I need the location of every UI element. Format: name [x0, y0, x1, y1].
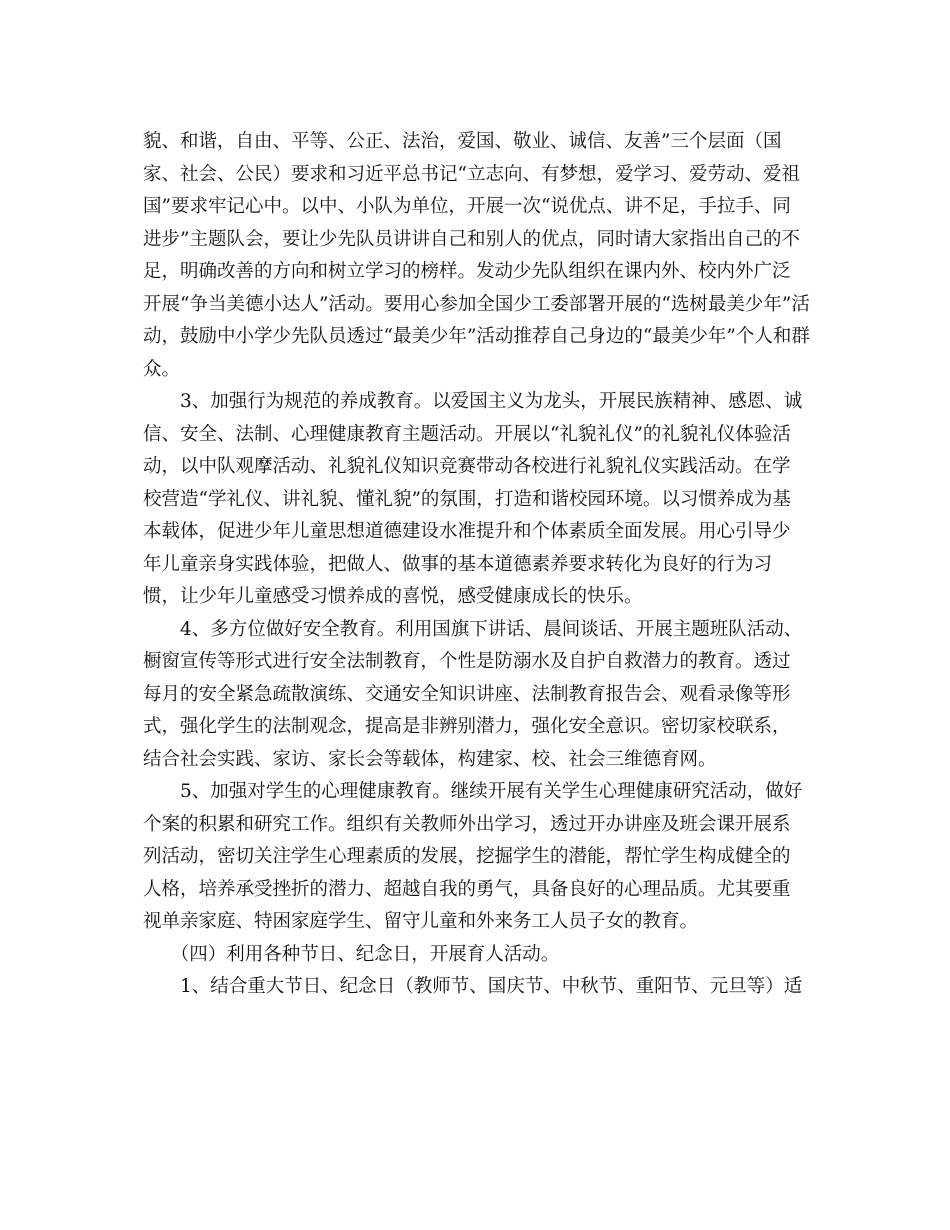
- text-line: 视单亲家庭、特困家庭学生、留守儿童和外来务工人员子女的教育。: [143, 911, 699, 932]
- text-line: 1、结合重大节日、纪念日（教师节、国庆节、中秋节、重阳节、元旦等）适: [143, 976, 803, 997]
- text-line: 每月的安全紧急疏散演练、交通安全知识讲座、法制教育报告会、观看录像等形: [143, 683, 791, 705]
- text-line: 国”要求牢记心中。以中、小队为单位，开展一次“说优点、讲不足，手拉手、同: [143, 196, 791, 217]
- text-line: 式，强化学生的法制观念，提高是非辨别潜力，强化安全意识。密切家校联系，: [143, 716, 791, 737]
- text-line: 列活动，密切关注学生心理素质的发展，挖掘学生的潜能，帮忙学生构成健全的: [143, 846, 791, 867]
- text-line: 5、加强对学生的心理健康教育。继续开展有关学生心理健康研究活动，做好: [143, 781, 803, 802]
- text-line: 人格，培养承受挫折的潜力、超越自我的勇气，具备良好的心理品质。尤其要重: [143, 878, 791, 900]
- text-line: 足，明确改善的方向和树立学习的榜样。发动少先队组织在课内外、校内外广泛: [143, 261, 791, 282]
- text-line: 动，以中队观摩活动、礼貌礼仪知识竞赛带动各校进行礼貌礼仪实践活动。在学: [143, 456, 791, 477]
- text-line: 信、安全、法制、心理健康教育主题活动。开展以“礼貌礼仪”的礼貌礼仪体验活: [143, 423, 791, 445]
- text-line: 校营造“学礼仪、讲礼貌、懂礼貌”的氛围，打造和谐校园环境。以习惯养成为基: [143, 488, 791, 510]
- text-line: （四）利用各种节日、纪念日，开展育人活动。: [143, 943, 560, 965]
- text-line: 开展“争当美德小达人”活动。要用心参加全国少工委部署开展的“选树最美少年”活: [143, 293, 810, 315]
- text-line: 众。: [143, 358, 181, 380]
- text-line: 结合社会实践、家访、家长会等载体，构建家、校、社会三维德育网。: [143, 748, 717, 770]
- text-line: 貌、和谐，自由、平等、公正、法治，爱国、敬业、诚信、友善”三个层面（国: [143, 131, 782, 152]
- document-body: [143, 126, 815, 1004]
- text-line: 家、社会、公民）要求和习近平总书记“立志向、有梦想，爱学习、爱劳动、爱祖: [143, 163, 800, 185]
- text-line: 橱窗宣传等形式进行安全法制教育，个性是防溺水及自护自救潜力的教育。透过: [143, 651, 791, 672]
- text-line: 3、加强行为规范的养成教育。以爱国主义为龙头，开展民族精神、感恩、诚: [143, 391, 803, 412]
- text-line: 年儿童亲身实践体验，把做人、做事的基本道德素养要求转化为良好的行为习: [143, 553, 773, 575]
- text-line: 个案的积累和研究工作。组织有关教师外出学习，透过开办讲座及班会课开展系: [143, 813, 791, 835]
- text-line: 惯，让少年儿童感受习惯养成的喜悦，感受健康成长的快乐。: [143, 586, 643, 607]
- text-line: 动，鼓励中小学少先队员透过“最美少年”活动推荐自己身边的“最美少年”个人和群: [143, 326, 810, 347]
- text-line: 本载体，促进少年儿童思想道德建设水准提升和个体素质全面发展。用心引导少: [143, 521, 791, 542]
- text-line: 4、多方位做好安全教育。利用国旗下讲话、晨间谈话、开展主题班队活动、: [143, 618, 803, 640]
- text-line: 进步”主题队会，要让少先队员讲讲自己和别人的优点，同时请大家指出自己的不: [143, 228, 800, 250]
